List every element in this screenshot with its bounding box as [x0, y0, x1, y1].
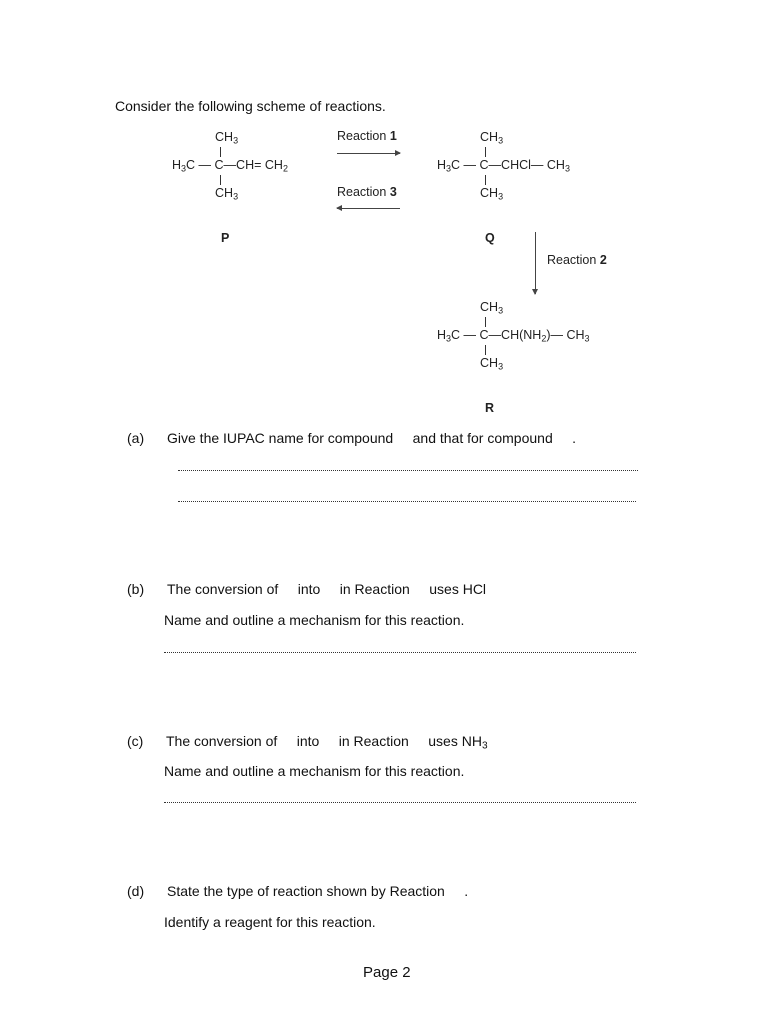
question-d-text: State the type of reaction shown by Reaction .	[167, 883, 469, 899]
reaction-2-label: Reaction 2	[547, 253, 607, 267]
r-bond-top	[485, 317, 486, 327]
question-c-text: The conversion of into in Reaction uses $NH_3$	[166, 733, 488, 752]
r-label: R	[485, 401, 495, 415]
q-top-methyl: $CH_3$	[480, 130, 504, 146]
answer-line-a1[interactable]	[178, 470, 638, 471]
p-top-methyl: $CH_3$	[215, 130, 239, 146]
reaction-3-label: Reaction 3	[337, 185, 397, 199]
answer-line-b[interactable]	[164, 652, 636, 653]
r-bond-bottom	[485, 345, 486, 355]
reaction-1-label: Reaction 1	[337, 129, 397, 143]
question-d-subtext: Identify a reagent for this reaction.	[164, 914, 376, 930]
r-top-methyl: $CH_3$	[480, 300, 504, 316]
reaction-3-arrow	[337, 208, 400, 209]
question-d-label: (d)	[127, 883, 145, 899]
q-label: Q	[485, 231, 495, 245]
p-main-chain: $H_3C$ — C—CH= $CH_2$	[172, 158, 288, 174]
question-c-subtext: Name and outline a mechanism for this reaction.	[164, 763, 465, 779]
answer-line-a2[interactable]	[178, 501, 636, 502]
question-b-text: The conversion of into in Reaction uses HCl	[167, 581, 487, 597]
question-a-text: Give the IUPAC name for compound and that for compound .	[167, 430, 577, 446]
p-bottom-methyl: $CH_3$	[215, 186, 239, 202]
page-number: Page 2	[363, 964, 411, 981]
r-main-chain: $H_3C$ — $C—CH(NH_2)—$ $CH_3$	[437, 328, 590, 344]
p-label: P	[221, 231, 230, 245]
reaction-1-arrow	[337, 153, 400, 154]
answer-line-c[interactable]	[164, 802, 636, 803]
r-bottom-methyl: $CH_3$	[480, 356, 504, 372]
p-bond-bottom	[220, 175, 221, 185]
p-bond-top	[220, 147, 221, 157]
q-bond-bottom	[485, 175, 486, 185]
q-bottom-methyl: $CH_3$	[480, 186, 504, 202]
reaction-2-arrow	[535, 232, 536, 294]
q-main-chain: $H_3C$ — C—CHCl— $CH_3$	[437, 158, 570, 174]
intro-text: Consider the following scheme of reactions.	[115, 98, 386, 114]
question-a-label: (a)	[127, 430, 145, 446]
question-b-subtext: Name and outline a mechanism for this reaction.	[164, 612, 465, 628]
question-b-label: (b)	[127, 581, 145, 597]
question-c-label: (c)	[127, 733, 144, 749]
q-bond-top	[485, 147, 486, 157]
